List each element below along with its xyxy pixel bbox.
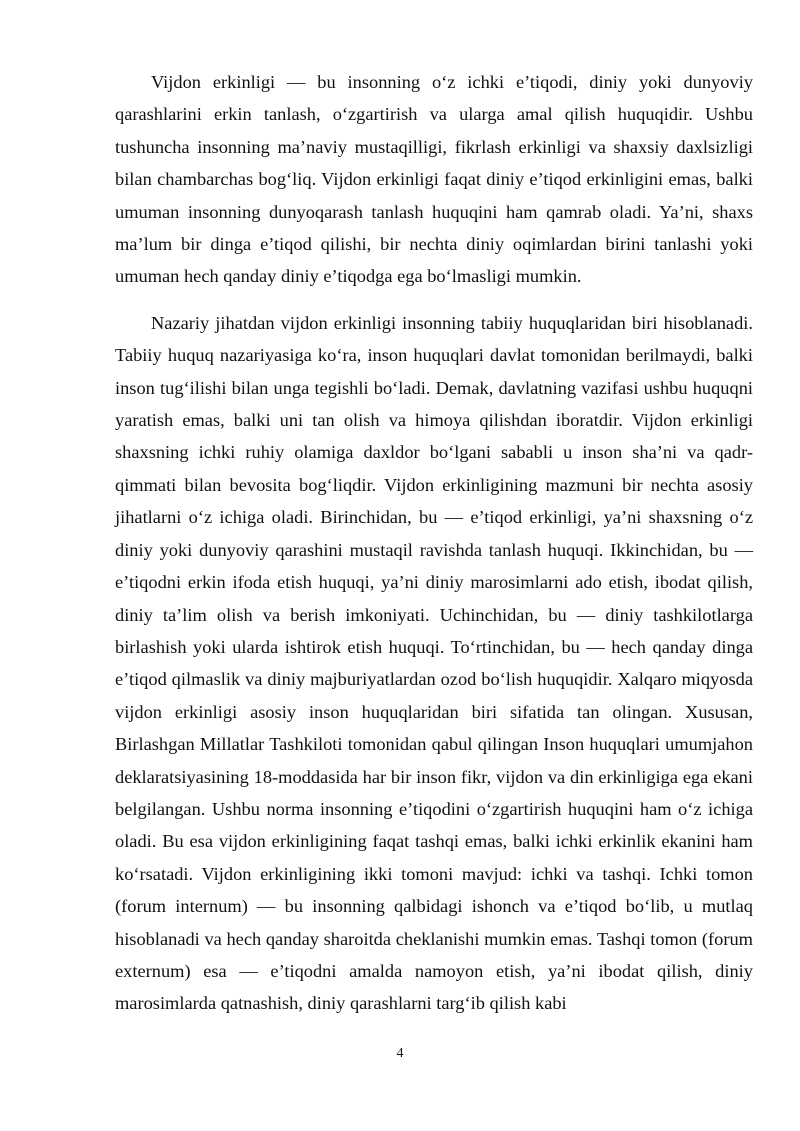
body-text <box>115 66 753 1020</box>
page-number: 4 <box>396 1046 404 1061</box>
paragraph-2: Nazariy jihatdan vijdon erkinligi insonning tabiiy huquqlaridan biri hisoblanadi. Tabiiy huquq nazariyasiga ko‘ra, inson huquqlari davlat tomonidan berilmaydi, balki inson tug‘ilishi bilan unga tegishli bo‘ladi. Demak, davlatning vazifasi ushbu huquqni yaratish emas, balki uni tan olish va himoya qilishdan iboratdir. Vijdon erkinligi shaxsning ichki ruhiy olamiga daxldor bo‘lgani sababli u inson sha’ni va qadr-qimmati bilan bevosita bog‘liqdir. Vijdon erkinligining mazmuni bir nechta asosiy jihatlarni o‘z ichiga oladi. Birinchidan, bu — e’tiqod erkinligi, ya’ni shaxsning o‘z diniy yoki dunyoviy qarashini mustaqil ravishda tanlash huquqi. Ikkinchidan, bu — e’tiqodni erkin ifoda etish huquqi, ya’ni diniy marosimlarni ado etish, ibodat qilish, diniy ta’lim olish va berish imkoniyati. Uchinchidan, bu — diniy tashkilotlarga birlashish yoki ularda ishtirok etish huquqi. To‘rtinchidan, bu — hech qanday dinga e’tiqod qilmaslik va diniy majburiyatlardan ozod bo‘lish huquqidir. Xalqaro miqyosda vijdon erkinligi asosiy inson huquqlaridan biri sifatida tan olingan. Xususan, Birlashgan Millatlar Tashkiloti tomonidan qabul qilingan Inson huquqlari umumjahon deklaratsiyasining 18-moddasida har bir inson fikr, vijdon va din erkinligiga ega ekani belgilangan. Ushbu norma insonning e’tiqodini o‘zgartirish huquqini ham o‘z ichiga oladi. Bu esa vijdon erkinligining faqat tashqi emas, balki ichki erkinlik ekanini ham ko‘rsatadi. Vijdon erkinligining ikki tomoni mavjud: ichki va tashqi. Ichki tomon (forum internum) — bu insonning qalbidagi ishonch va e’tiqod bo‘lib, u mutlaq hisoblanadi va hech qanday sharoitda cheklanishi mumkin emas. Tashqi tomon (forum externum) esa — e’tiqodni amalda namoyon etish, ya’ni ibodat qilish, diniy marosimlarda qatnashish, diniy qarashlarni targ‘ib qilish kabi <box>115 312 753 1014</box>
paragraph-1: Vijdon erkinligi — bu insonning o‘z ichki e’tiqodi, diniy yoki dunyoviy qarashlarini erkin tanlash, o‘zgartirish va ularga amal qilish huquqidir. Ushbu tushuncha insonning ma’naviy mustaqilligi, fikrlash erkinligi va shaxsiy daxlsizligi bilan chambarchas bog‘liq. Vijdon erkinligi faqat diniy e’tiqod erkinligini emas, balki umuman insonning dunyoqarash tanlash huquqini ham qamrab oladi. Ya’ni, shaxs ma’lum bir dinga e’tiqod qilishi, bir nechta diniy oqimlardan birini tanlashi yoki umuman hech qanday diniy e’tiqodga ega bo‘lmasligi mumkin. <box>115 72 753 287</box>
